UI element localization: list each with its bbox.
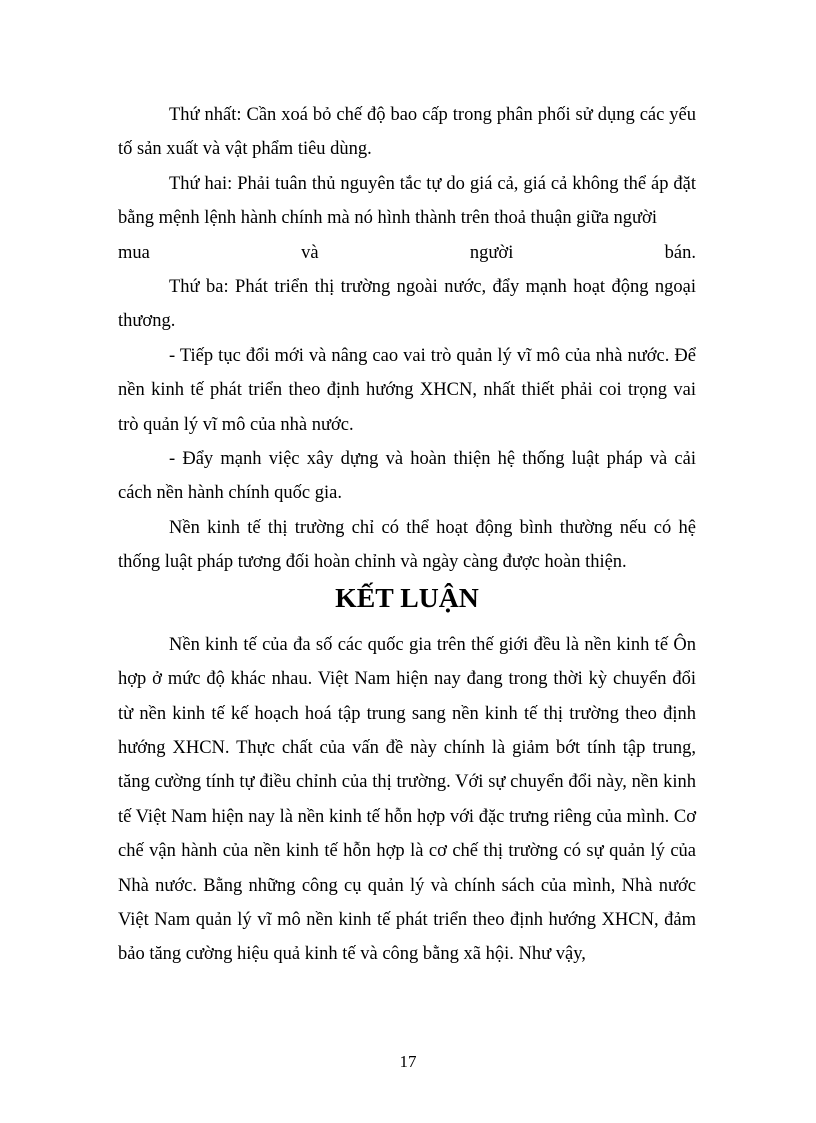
paragraph-thu-ba: Thứ ba: Phát triển thị trường ngoài nước, đẩy mạnh hoạt động ngoại thương.: [118, 277, 696, 332]
document-body: [118, 98, 696, 972]
paragraph-luat-phap: - Đẩy mạnh việc xây dựng và hoàn thiện hệ thống luật pháp và cải cách nền hành chính quốc gia.: [118, 449, 696, 504]
section-heading-ket-luan: KẾT LUẬN: [335, 582, 479, 614]
paragraph-quan-ly-vi-mo: - Tiếp tục đổi mới và nâng cao vai trò quản lý vĩ mô của nhà nước. Để nền kinh tế phát triển theo định hướng XHCN, nhất thiết phải coi trọng vai trò quản lý vĩ mô của nhà nước.: [118, 345, 696, 435]
page-number: 17: [399, 1052, 417, 1071]
paragraph-thu-hai: Thứ hai: Phải tuân thủ nguyên tắc tự do giá cả, giá cả không thể áp đặt bằng mệnh lệnh hành chính mà nó hình thành trên thoả thuận giữa người: [118, 173, 696, 229]
paragraph-conclusion: Nền kinh tế của đa số các quốc gia trên thế giới đều là nền kinh tế Ôn hợp ở mức độ khác nhau. Việt Nam hiện nay đang trong thời kỳ chuyển đổi từ nền kinh tế kế hoạch hoá tập trung sang nền kinh tế thị trường theo định hướng XHCN. Thực chất của vấn đề này chính là giảm bớt tính tập trung, tăng cường tính tự điều chỉnh của thị trường. Với sự chuyển đổi này, nền kinh tế Việt Nam hiện nay là nền kinh tế hỗn hợp với đặc trưng riêng của mình. Cơ chế vận hành của nền kinh tế hỗn hợp là cơ chế thị trường có sự quản lý của Nhà nước. Bằng những công cụ quản lý và chính sách của mình, Nhà nước Việt Nam quản lý vĩ mô nền kinh tế phát triển theo định hướng XHCN, đảm bảo tăng cường hiệu quả kinh tế và công bằng xã hội. Như vậy,: [118, 634, 696, 965]
paragraph-thu-hai-last-line: mua và người bán.: [118, 242, 696, 263]
paragraph-thu-nhat: Thứ nhất: Cần xoá bỏ chế độ bao cấp trong phân phối sử dụng các yếu tố sản xuất và vật phẩm tiêu dùng.: [118, 105, 696, 160]
paragraph-kinh-te-thi-truong: Nền kinh tế thị trường chỉ có thể hoạt động bình thường nếu có hệ thống luật pháp tương đối hoàn chỉnh và ngày càng được hoàn thiện.: [118, 517, 696, 573]
